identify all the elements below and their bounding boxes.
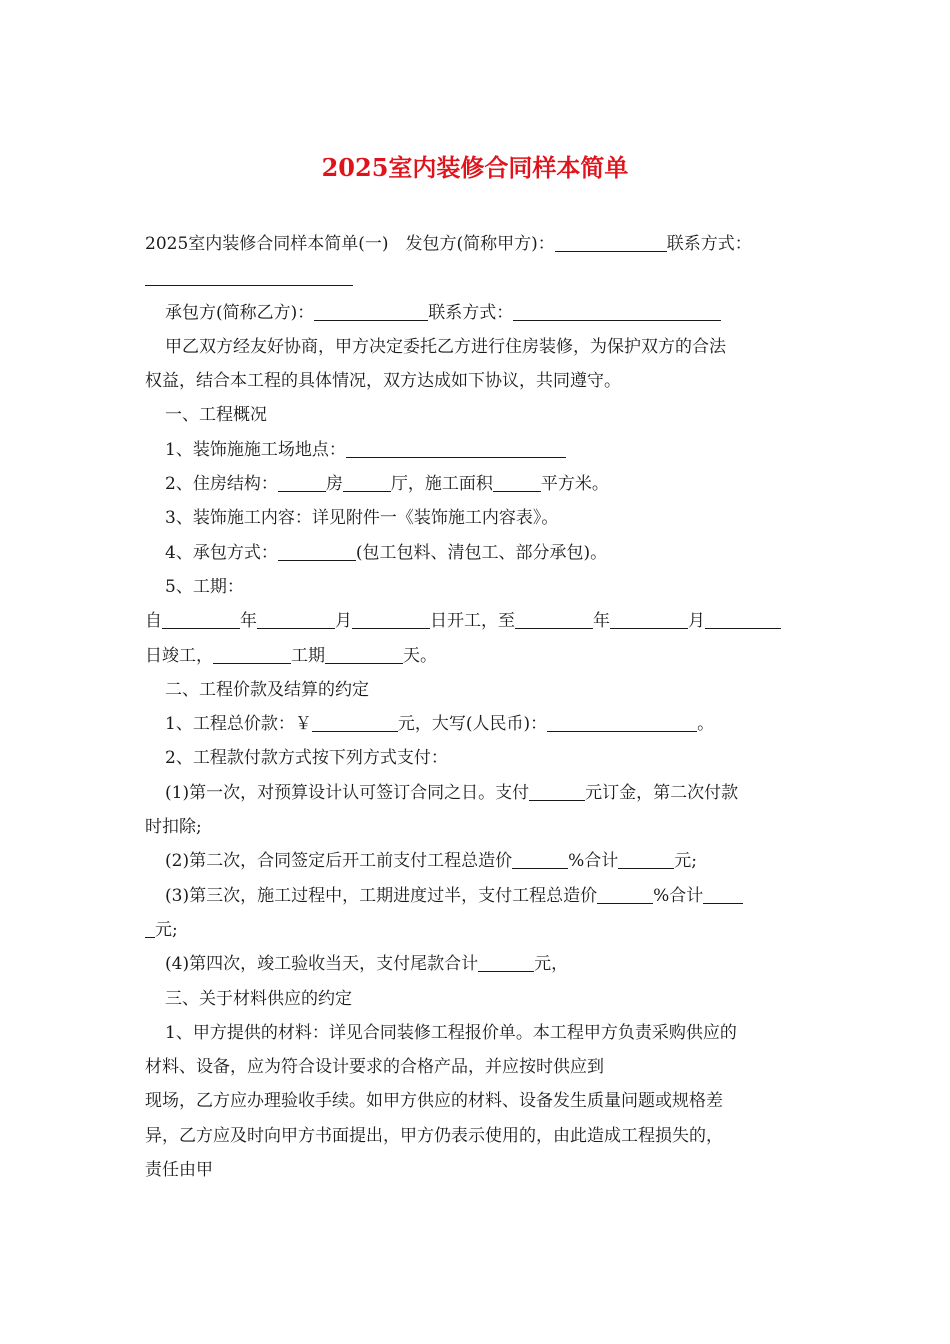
paragraph: 承包方(简称乙方)： 联系方式： (145, 296, 810, 330)
paragraph: (4)第四次，竣工验收当天，支付尾款合计 元， (165, 954, 569, 975)
blank-line (352, 610, 430, 629)
blank-line (610, 610, 688, 629)
paragraph: 1、甲方提供的材料：详见合同装修工程报价单。本工程甲方负责采购供应的 (165, 1022, 737, 1043)
paragraph: 2、住房结构： 房 厅，施工面积 平方米。 (165, 474, 609, 495)
blank-line (529, 782, 585, 801)
document-title: 2025室内装修合同样本简单 (321, 153, 629, 182)
blank-line (312, 713, 398, 732)
paragraph: 责任由甲 (145, 1160, 213, 1181)
paragraph: 4、承包方式： (包工包料、清包工、部分承包)。 (165, 542, 608, 563)
paragraph: 异，乙方应及时向甲方书面提出，甲方仍表示使用的，由此造成工程损失的， (145, 1125, 723, 1146)
blank-line (325, 645, 403, 664)
paragraph: 2025室内装修合同样本简单(一) 发包方(简称甲方)： 联系方式： (145, 234, 752, 254)
blank-line (162, 610, 240, 629)
paragraph: 3、装饰施工内容：详见附件一《装饰施工内容表》。 (165, 508, 559, 529)
blank-line (597, 885, 653, 904)
paragraph: 1、装饰施施工场地点： (145, 433, 810, 467)
paragraph: (1)第一次，对预算设计认可签订合同之日。支付 元订金，第二次付款 (165, 782, 739, 803)
paragraph: 时扣除; (145, 817, 202, 838)
paragraph: 元; (145, 913, 810, 947)
blank-line (278, 473, 326, 492)
paragraph: 日竣工， 工期 天。 (145, 645, 437, 666)
blank-line (257, 610, 335, 629)
paragraph: (3)第三次，施工过程中，工期进度过半，支付工程总造价 %合计 (145, 879, 810, 913)
blank-line (703, 885, 743, 904)
blank-line (512, 850, 568, 869)
paragraph: 2、工程款付款方式按下列方式支付： (165, 748, 448, 769)
section-heading: 三、关于材料供应的约定 (165, 988, 352, 1009)
blank-line (618, 850, 674, 869)
blank-line (493, 473, 541, 492)
blank-line (213, 645, 291, 664)
document-body (145, 227, 810, 1187)
blank-line (346, 439, 566, 458)
paragraph: 1、工程总价款：￥ 元，大写(人民币)： 。 (165, 714, 715, 735)
blank-line (478, 953, 534, 972)
blank-line (547, 713, 697, 732)
paragraph: 自 年 月 日开工，至 年 月 (145, 604, 810, 638)
blank-line (513, 302, 721, 321)
paragraph: 材料、设备，应为符合设计要求的合格产品，并应按时供应到 (145, 1057, 604, 1078)
blank-line (145, 919, 155, 938)
section-heading: 一、工程概况 (165, 405, 267, 426)
blank-line (555, 233, 667, 252)
blank-line (343, 473, 391, 492)
paragraph: 权益，结合本工程的具体情况，双方达成如下协议，共同遵守。 (145, 371, 621, 392)
paragraph: 甲乙双方经友好协商，甲方决定委托乙方进行住房装修，为保护双方的合法 (165, 336, 726, 357)
blank-line (145, 267, 353, 286)
blank-line (278, 542, 356, 561)
section-heading: 二、工程价款及结算的约定 (165, 679, 369, 700)
blank-line (515, 610, 593, 629)
paragraph: (2)第二次，合同签定后开工前支付工程总造价 %合计 元; (165, 851, 697, 872)
paragraph: 现场，乙方应办理验收手续。如甲方供应的材料、设备发生质量问题或规格差 (145, 1091, 723, 1112)
paragraph: 5、工期： (165, 576, 244, 597)
paragraph (145, 261, 810, 295)
blank-line (705, 610, 781, 629)
blank-line (314, 302, 428, 321)
